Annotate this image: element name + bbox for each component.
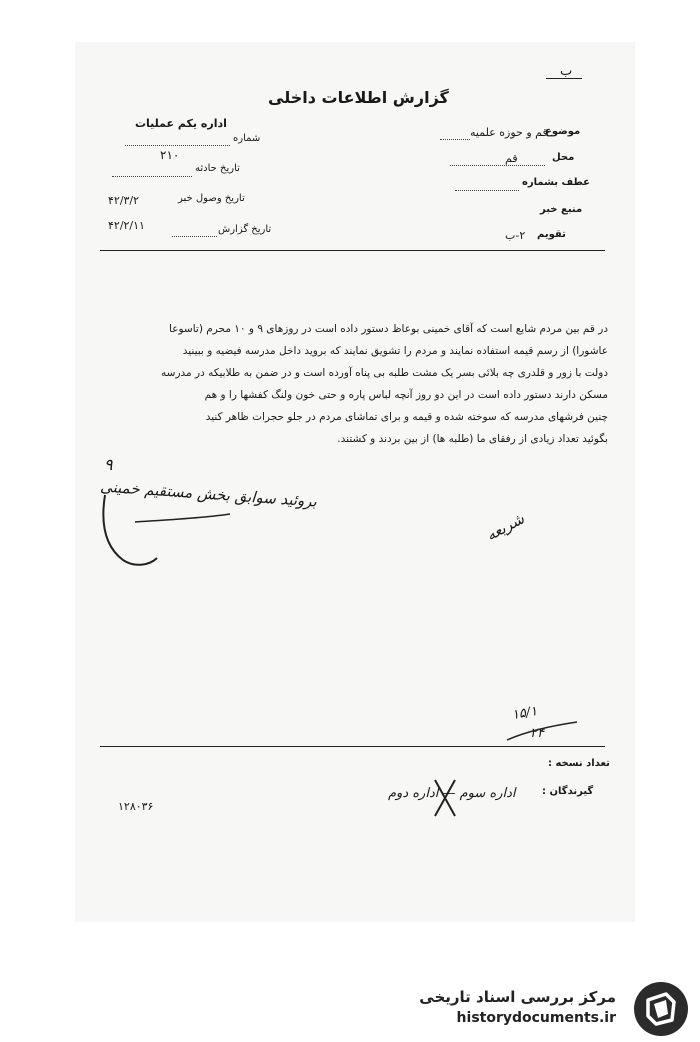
- archive-logo-icon: [632, 980, 690, 1038]
- footer-divider: [100, 746, 605, 747]
- incident-date-label: تاریخ حادثه: [195, 163, 240, 174]
- body-line: در قم بین مردم شایع است که آقای خمینی بوعاظ دستور داده است در روزهای ۹ و ۱۰ محرم (تاسوعا: [169, 323, 608, 335]
- body-line: چنین فرشهای مدرسه که سوخته شده و قیمه و برای تماشای مردم در جلو حجرات ظاهر کنید: [205, 411, 608, 423]
- body-line: مسکن دارند دستور داده است در این دو روز آنچه لباس پاره و حتی خون ولنگ کفشها را و هم: [204, 389, 608, 401]
- handwritten-margin-note: بروئید سوابق بخش مستقیم خمینی: [99, 477, 318, 511]
- report-date-label: تاریخ گزارش: [218, 224, 272, 235]
- place-value: قم: [505, 152, 518, 165]
- received-date-label: تاریخ وصول خبر: [178, 193, 245, 204]
- body-line: عاشورا) از رسم قیمه استفاده نمایند و مردم را تشویق نمایند که بروید داخل مدرسه فیضیه و ببینید: [182, 345, 608, 357]
- evaluation-label: تقویم: [537, 229, 566, 240]
- watermark-org-name: مرکز بررسی اسناد تاریخی: [419, 988, 616, 1006]
- top-left-mark: ۹: [104, 455, 113, 474]
- copies-label: تعداد نسخه :: [548, 758, 610, 769]
- number-value: ۲۱۰: [160, 148, 180, 162]
- report-date-value: ۴۲/۲/۱۱: [108, 219, 145, 232]
- date-stamp-top: ۱۵/۱: [510, 703, 539, 724]
- report-body: [108, 318, 608, 450]
- received-date-value: ۴۲/۳/۲: [108, 194, 140, 207]
- corner-mark: ب: [560, 64, 572, 79]
- archive-number: ۱۲۸۰۳۶: [118, 800, 154, 813]
- subject-value: قم و حوزه علمیه: [470, 126, 548, 139]
- body-line: بگوئید تعداد زیادی از رفقای ما (طلبه ها) از بین بردند و کشتند.: [337, 433, 608, 445]
- handwriting-stroke-icon: [95, 490, 235, 575]
- header-divider: [100, 250, 605, 251]
- department-label: اداره یکم عملیات: [135, 117, 227, 130]
- evaluation-value: ۲-ب: [505, 229, 526, 242]
- watermark-url: historydocuments.ir: [456, 1010, 616, 1026]
- number-label: شماره: [233, 133, 261, 144]
- subject-label: موضوع: [545, 126, 581, 137]
- body-line: دولت با زور و قلدری چه بلائی بسر یک مشت طلبه بی پناه آورده است و در ضمن به طلابیکه در مدرسه: [161, 367, 608, 379]
- place-label: محل: [552, 152, 575, 163]
- followup-label: عطف بشماره: [522, 177, 591, 188]
- document-title: گزارش اطلاعات داخلی: [268, 88, 449, 107]
- date-stamp-stroke-icon: [505, 712, 580, 747]
- handwritten-signature-mid: شریعه: [483, 509, 528, 545]
- recipients-label: گیرندگان :: [542, 786, 594, 797]
- date-stamp-bottom: ۲۴: [530, 726, 544, 741]
- recipients-mark-icon: [430, 778, 460, 818]
- source-label: منبع خبر: [540, 204, 583, 215]
- recipients-value: اداره سوم — اداره دوم: [388, 786, 516, 801]
